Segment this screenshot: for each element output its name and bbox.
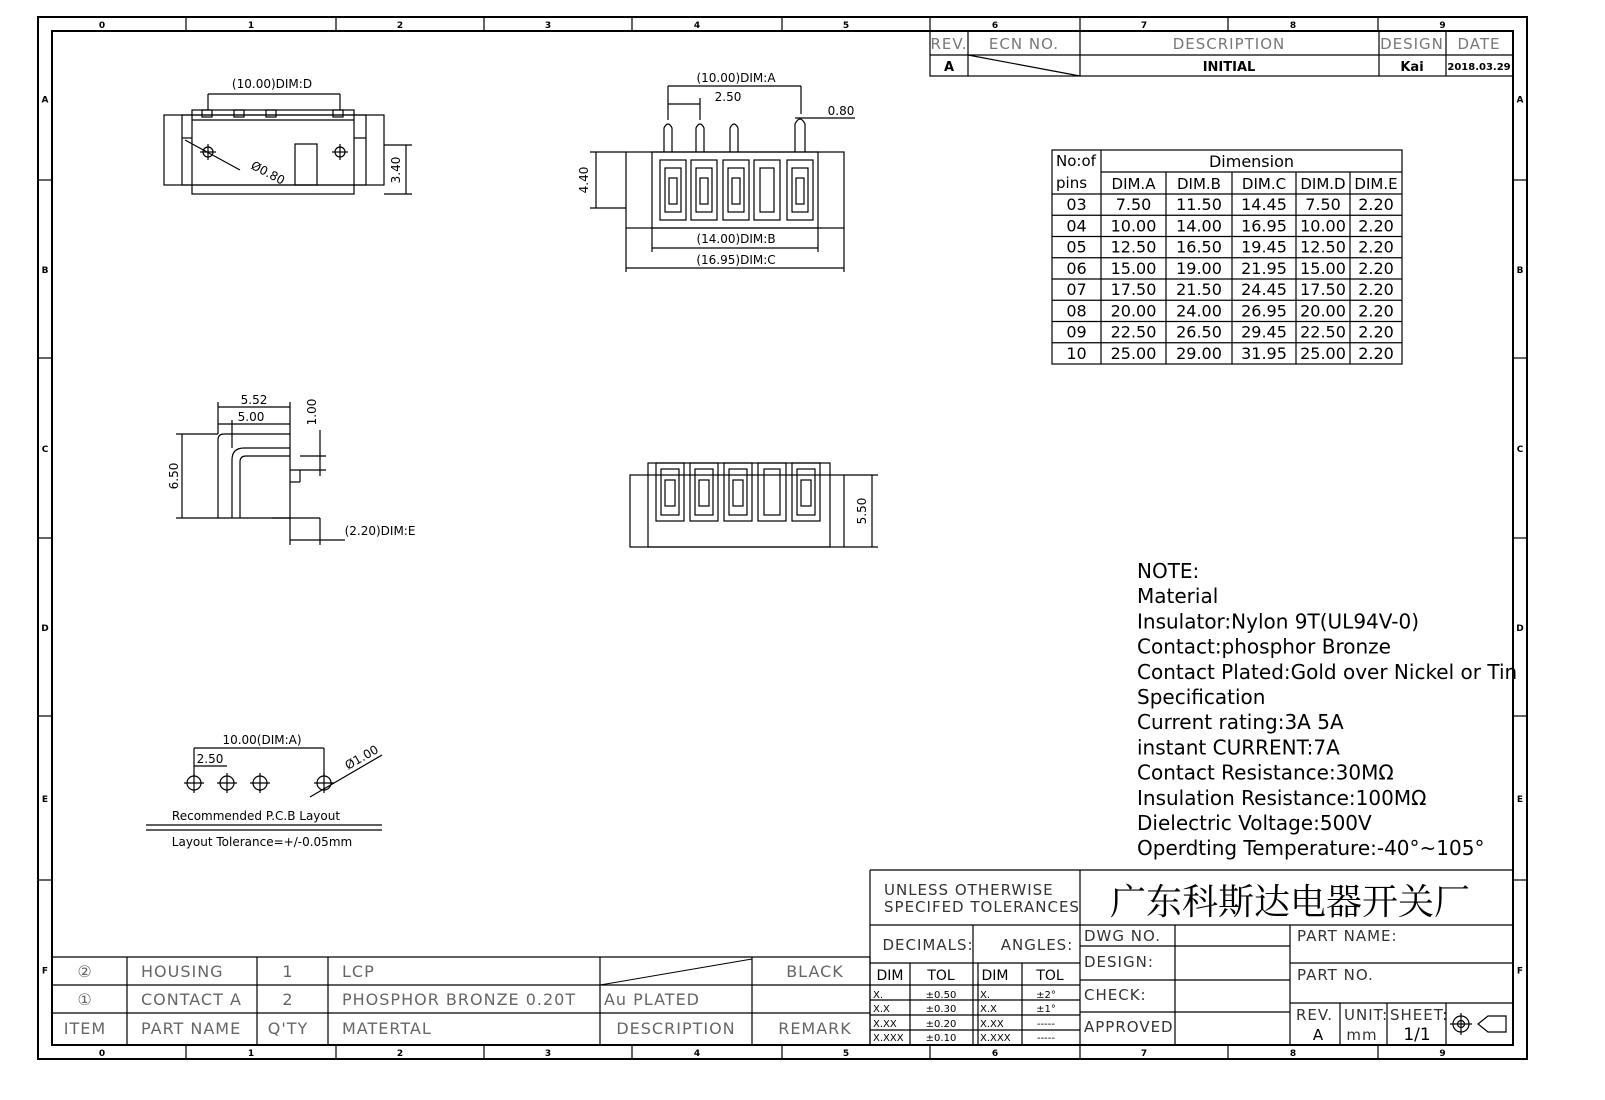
zone-label-left: E [41, 795, 49, 805]
design-header: DESIGN [1380, 35, 1444, 53]
table-column-header: DIM.D [1300, 175, 1346, 193]
note-line: Insulator:Nylon 9T(UL94V-0) [1137, 609, 1420, 634]
zone-label-top: 8 [1289, 21, 1297, 31]
angle-tol: ±2° [1036, 990, 1056, 1001]
zone-label-right: E [1516, 795, 1524, 805]
bom-cell-qty: 2 [282, 990, 294, 1009]
zone-label-top: 3 [544, 21, 552, 31]
table-cell: 2.20 [1358, 237, 1394, 257]
front-height: 4.40 [577, 166, 591, 194]
table-cell: 10 [1066, 343, 1087, 363]
table-cell: 25.00 [1110, 343, 1157, 363]
bom-header-qty: Q'TY [267, 1019, 309, 1038]
angle-dim: X. [980, 990, 991, 1001]
table-cell: 10.00 [1300, 216, 1346, 236]
approved-label: APPROVED [1084, 1018, 1174, 1036]
top-hole: Ø0.80 [248, 158, 288, 188]
table-header-dimension: Dimension [1208, 152, 1295, 171]
pcb-title: Recommended P.C.B Layout [171, 809, 341, 823]
tolerance-rows [873, 990, 1056, 1044]
decimal-dim: X.XX [873, 1019, 897, 1030]
table-header-pins: pins [1056, 174, 1088, 192]
design-label: DESIGN: [1084, 953, 1154, 971]
design-value: Kai [1400, 60, 1424, 75]
table-cell: 7.50 [1305, 195, 1341, 214]
decimal-dim: X. [873, 990, 884, 1001]
zone-label-bottom: 4 [693, 1049, 701, 1059]
table-cell: 06 [1066, 258, 1087, 278]
rev-value: A [943, 60, 955, 75]
angle-dim-label: DIM [981, 968, 1009, 984]
zone-label-left: A [41, 95, 49, 106]
angle-tol: ±1° [1036, 1004, 1056, 1015]
side-h2: 6.50 [167, 462, 181, 490]
notes [1137, 559, 1517, 860]
pcb-pitch: 2.50 [196, 752, 224, 766]
rev-value-label: A [1312, 1026, 1324, 1044]
table-cell: 17.50 [1300, 280, 1346, 299]
bom-cell-item: ① [77, 990, 93, 1009]
dimension-table [1052, 150, 1402, 364]
sheet-label: SHEET: [1390, 1006, 1449, 1024]
note-line: Contact:phosphor Bronze [1137, 634, 1391, 659]
description-header: DESCRIPTION [1172, 35, 1286, 53]
bom-line [600, 959, 752, 985]
zone-label-right: B [1516, 266, 1524, 276]
zone-label-bottom: 6 [991, 1049, 999, 1059]
bom-cell-remark: BLACK [786, 962, 844, 981]
description-value: INITIAL [1202, 60, 1256, 75]
front-pin: 0.80 [827, 104, 855, 118]
table-cell: 09 [1066, 322, 1087, 342]
rev-label: REV. [1296, 1006, 1333, 1024]
table-cell: 15.00 [1110, 258, 1157, 278]
bom-cell-material: LCP [342, 962, 375, 981]
table-cell: 17.50 [1110, 280, 1157, 299]
angles-label: ANGLES: [1000, 936, 1074, 954]
front-dim-c: (16.95)DIM:C [696, 253, 776, 267]
table-cell: 16.95 [1241, 216, 1287, 236]
table-cell: 26.95 [1241, 301, 1287, 321]
angle-dim: X.XXX [980, 1033, 1011, 1044]
note-line: Contact Resistance:30MΩ [1137, 760, 1394, 785]
table-cell: 2.20 [1358, 280, 1394, 299]
rear-view [630, 463, 878, 547]
table-cell: 2.20 [1358, 322, 1394, 342]
zone-label-top: 7 [1140, 21, 1148, 31]
table-cell: 2.20 [1358, 216, 1394, 236]
table-cell: 20.00 [1300, 301, 1346, 321]
zone-label-top: 0 [98, 21, 106, 31]
table-cell: 25.00 [1300, 343, 1346, 363]
table-cell: 21.95 [1241, 258, 1287, 278]
top-view [164, 94, 412, 194]
side-h1: 1.00 [305, 398, 319, 426]
zone-label-bottom: 9 [1439, 1049, 1446, 1059]
bom-cell-description: Au PLATED [603, 990, 701, 1009]
front-pitch: 2.50 [714, 90, 742, 104]
table-column-header: DIM.A [1111, 175, 1156, 193]
table-cell: 2.20 [1358, 301, 1394, 321]
zone-label-left: D [41, 624, 49, 634]
zone-label-bottom: 2 [396, 1049, 404, 1059]
angle-tol: ----- [1036, 1019, 1056, 1030]
table-cell: 14.00 [1176, 216, 1222, 236]
bom-cell-item: ② [77, 962, 93, 981]
table-header-no-of: No:of [1056, 152, 1096, 170]
table-cell: 08 [1066, 301, 1087, 321]
decimal-tol: ±0.30 [925, 1004, 957, 1015]
table-cell: 14.45 [1241, 195, 1287, 214]
date-value: 2018.03.29 [1447, 62, 1511, 73]
zone-label-top: 9 [1439, 21, 1446, 31]
angle-dim: X.XX [980, 1019, 1004, 1030]
zone-label-top: 6 [991, 21, 999, 31]
zone-label-left: F [41, 966, 49, 977]
angle-tol: ----- [1036, 1033, 1056, 1044]
bom-header-description: DESCRIPTION [616, 1019, 736, 1038]
table-cell: 29.00 [1176, 343, 1222, 363]
sheet-value: 1/1 [1403, 1025, 1431, 1045]
rear-height: 5.50 [855, 497, 869, 525]
table-cell: 19.45 [1241, 237, 1287, 257]
zone-label-right: F [1516, 966, 1524, 977]
decimal-tol: ±0.10 [925, 1033, 957, 1044]
table-cell: 31.95 [1241, 343, 1287, 363]
zone-label-bottom: 0 [98, 1049, 106, 1059]
zone-label-bottom: 1 [247, 1049, 255, 1059]
side-dim-e: (2.20)DIM:E [344, 524, 416, 538]
zone-label-bottom: 3 [544, 1049, 552, 1059]
tolerance-title-2: SPECIFED TOLERANCES [884, 898, 1080, 916]
note-line: Dielectric Voltage:500V [1137, 811, 1372, 835]
table-cell: 22.50 [1110, 322, 1157, 342]
ecn-header: ECN NO. [988, 35, 1060, 53]
table-cell: 2.20 [1358, 258, 1394, 278]
unit-label: UNIT: [1344, 1006, 1389, 1024]
table-cell: 29.45 [1241, 322, 1287, 342]
zone-label-left: B [41, 266, 49, 276]
table-cell: 04 [1066, 216, 1087, 236]
pcb-hole: Ø1.00 [342, 742, 381, 773]
part-no-label: PART NO. [1297, 966, 1374, 984]
table-cell: 24.45 [1241, 280, 1287, 299]
table-cell: 16.50 [1176, 237, 1222, 257]
dwg-no-label: DWG NO. [1084, 927, 1161, 945]
angle-tol-label: TOL [1036, 968, 1064, 984]
table-cell: 2.20 [1358, 343, 1394, 363]
decimals-label: DECIMALS: [882, 936, 974, 954]
zone-label-right: C [1516, 445, 1524, 455]
bom-header-remark: REMARK [778, 1019, 852, 1038]
table-cell: 26.50 [1176, 322, 1222, 342]
decimal-tol: ±0.20 [925, 1019, 957, 1030]
zone-label-right: D [1516, 624, 1524, 634]
top-dim-d: (10.00)DIM:D [231, 77, 313, 91]
unit-value: mm [1346, 1026, 1378, 1044]
pcb-dim-a: 10.00(DIM:A) [222, 733, 302, 747]
table-cell: 10.00 [1110, 216, 1157, 236]
note-line: Operdting Temperature:-40°~105° [1137, 836, 1485, 861]
zone-label-bottom: 5 [842, 1049, 850, 1059]
note-line: instant CURRENT:7A [1137, 735, 1340, 760]
dim-label: DIM [876, 968, 904, 984]
note-line: Insulation Resistance:100MΩ [1137, 785, 1427, 810]
projection-symbol-icon [1450, 1013, 1506, 1035]
decimal-dim: X.XXX [873, 1033, 904, 1044]
bom-cell-qty: 1 [282, 962, 294, 981]
table-cell: 22.50 [1300, 322, 1346, 342]
table-column-header: DIM.C [1241, 175, 1287, 193]
table-cell: 19.00 [1176, 258, 1222, 278]
bom-table [52, 957, 870, 1045]
decimal-dim: X.X [873, 1004, 890, 1015]
table-cell: 7.50 [1115, 195, 1152, 214]
table-cell: 07 [1066, 280, 1087, 299]
bom-header-item: ITEM [63, 1019, 107, 1038]
zone-label-top: 4 [693, 21, 701, 31]
part-name-label: PART NAME: [1297, 927, 1398, 945]
table-cell: 12.50 [1300, 237, 1346, 257]
zone-label-bottom: 7 [1140, 1049, 1148, 1059]
note-line: Specification [1137, 685, 1266, 709]
check-label: CHECK: [1084, 986, 1147, 1004]
table-cell: 24.00 [1176, 301, 1222, 321]
bom-header-name: PART NAME [141, 1019, 242, 1038]
table-cell: 15.00 [1300, 258, 1346, 278]
company-name: 广东科斯达电器开关厂 [1109, 882, 1471, 923]
side-w1: 5.52 [240, 393, 268, 407]
zone-label-top: 1 [247, 21, 255, 31]
date-header: DATE [1457, 35, 1501, 53]
angle-dim: X.X [980, 1004, 997, 1015]
zone-label-top: 2 [396, 21, 404, 31]
front-dim-b: (14.00)DIM:B [696, 232, 776, 246]
side-w2: 5.00 [237, 410, 265, 424]
zone-label-top: 5 [842, 21, 850, 31]
bom-cell-material: PHOSPHOR BRONZE 0.20T [342, 990, 577, 1009]
table-column-header: DIM.B [1177, 175, 1221, 193]
table-cell: 05 [1066, 237, 1087, 257]
table-cell: 11.50 [1176, 195, 1222, 214]
bom-cell-name: HOUSING [141, 962, 224, 981]
zone-label-right: A [1516, 95, 1524, 106]
note-line: Material [1137, 584, 1219, 609]
note-line: Current rating:3A 5A [1137, 710, 1344, 735]
note-line: NOTE: [1137, 559, 1200, 583]
note-line: Contact Plated:Gold over Nickel or Tin [1137, 659, 1518, 684]
zone-label-bottom: 8 [1289, 1049, 1297, 1059]
bom-cell-name: CONTACT A [141, 990, 242, 1009]
top-height: 3.40 [389, 156, 403, 184]
table-cell: 12.50 [1110, 237, 1157, 257]
tolerance-title-1: UNLESS OTHERWISE [884, 881, 1054, 899]
zone-label-left: C [41, 445, 49, 455]
bom-header-material: MATERTAL [342, 1019, 432, 1038]
table-cell: 2.20 [1358, 195, 1394, 214]
decimal-tol: ±0.50 [925, 990, 957, 1001]
tol-label: TOL [927, 968, 955, 984]
table-column-header: DIM.E [1354, 175, 1398, 193]
table-cell: 20.00 [1110, 301, 1157, 321]
front-dim-a: (10.00)DIM:A [696, 71, 776, 85]
table-cell: 03 [1066, 195, 1087, 214]
rev-header: REV. [930, 35, 968, 53]
pcb-tolerance: Layout Tolerance=+/-0.05mm [171, 835, 353, 849]
table-cell: 21.50 [1176, 280, 1222, 299]
